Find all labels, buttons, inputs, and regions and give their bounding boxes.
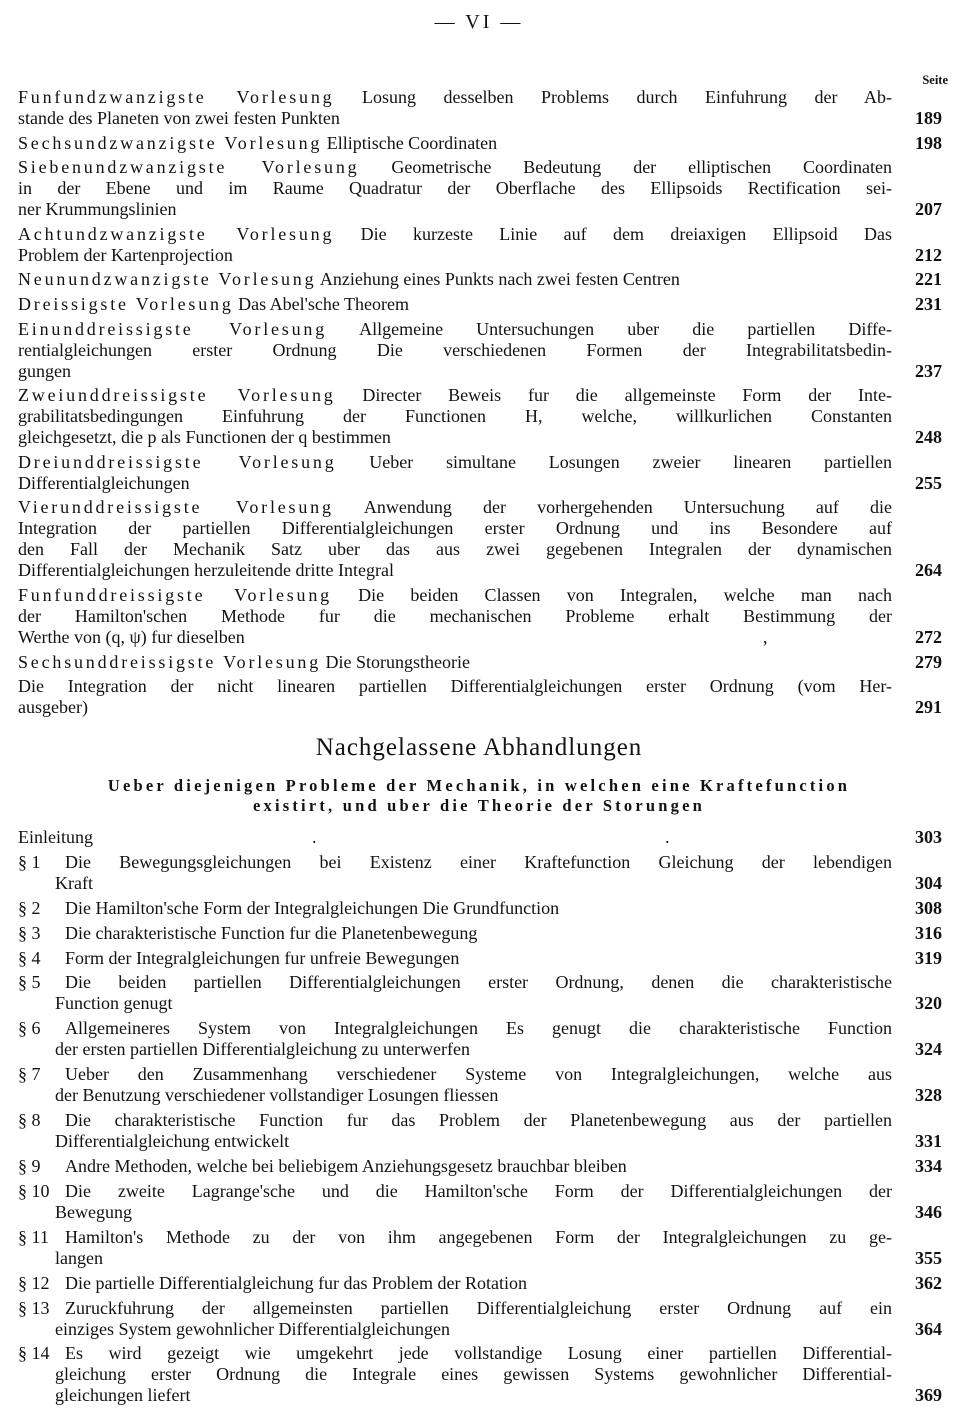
- paragraph-number: § 2: [18, 897, 41, 918]
- entry-text-block: [18, 319, 892, 382]
- entry-text: Losung desselben Problems durch Einfuhrung der Ab-: [361, 87, 892, 107]
- entry-text-block: [18, 948, 892, 969]
- lecture-title: Einunddreissigste Vorlesung: [18, 318, 328, 339]
- entry-text-block: [18, 452, 892, 494]
- paragraphs-section: [18, 827, 942, 1410]
- page-number: 207: [915, 199, 942, 220]
- paragraph-number: § 8: [18, 1110, 41, 1131]
- paragraph-number: § 1: [18, 851, 41, 872]
- page-header: — VI —: [434, 11, 524, 33]
- toc-entry: [18, 898, 942, 919]
- page-column-label: Seite: [922, 73, 948, 87]
- entry-line: der Hamilton'schen Methode fur die mechanischen Probleme erhalt Bestimmung der: [18, 605, 892, 626]
- page-number: 362: [915, 1272, 942, 1293]
- entry-line: Differentialgleichung entwickelt: [55, 1131, 290, 1152]
- entry-line: gleichgesetzt, die p als Functionen der q bestimmen: [18, 427, 391, 448]
- page-number: 324: [915, 1039, 942, 1060]
- toc-entry: [18, 133, 942, 154]
- toc-entry: [18, 827, 942, 848]
- entry-line: stande des Planeten von zwei festen Punkten: [18, 108, 340, 128]
- toc-entry: [18, 1018, 942, 1060]
- page-number: 291: [915, 697, 942, 718]
- toc-entry: [18, 585, 942, 648]
- entry-text: Die zweite Lagrange'sche und die Hamilton'sche Form der Differentialgleichungen der: [65, 1180, 892, 1201]
- page-number: 319: [915, 947, 942, 968]
- lecture-title: Sechsundzwanzigste Vorlesung: [18, 132, 323, 153]
- entry-line: [18, 972, 892, 993]
- section-subtitle: [0, 776, 958, 816]
- entry-text-block: [18, 652, 892, 673]
- toc-entry: [18, 1298, 942, 1340]
- entry-line: Differentialgleichungen herzuleitende dritte Integral: [18, 560, 394, 581]
- page-number: 231: [915, 293, 942, 314]
- page-number: 346: [915, 1201, 942, 1222]
- intro-label: Einleitung: [18, 827, 93, 847]
- lecture-title: Dreiunddreissigste Vorlesung: [18, 451, 337, 472]
- page-number: 355: [915, 1247, 942, 1268]
- toc-entry: [18, 1064, 942, 1106]
- entry-line: Function genugt: [55, 993, 173, 1014]
- toc-entry: [18, 497, 942, 581]
- lecture-title: Sechsunddreissigste Vorlesung: [18, 651, 322, 672]
- lecture-title: Funfunddreissigste Vorlesung: [18, 584, 332, 605]
- page-number: 334: [915, 1156, 942, 1177]
- entry-line: Differentialgleichungen: [18, 472, 190, 493]
- entry-text-block: [18, 157, 892, 220]
- toc-entry: [18, 87, 942, 129]
- lecture-title: Neunundzwanzigste Vorlesung: [18, 269, 317, 290]
- page-number: 189: [915, 108, 942, 128]
- page-number: 369: [915, 1385, 942, 1406]
- page-number: 364: [915, 1318, 942, 1339]
- entry-text: Andre Methoden, welche bei beliebigem Anziehungsgesetz brauchbar bleiben: [65, 1156, 627, 1177]
- entry-line: [18, 87, 892, 108]
- entry-text-block: [18, 827, 892, 848]
- entry-text: Die Storungstheorie: [325, 651, 471, 672]
- paragraph-number: § 14: [18, 1343, 50, 1364]
- paragraph-number: § 11: [18, 1226, 49, 1247]
- entry-text-block: [18, 676, 892, 718]
- entry-text: Die beiden partiellen Differentialgleichungen erster Ordnung, denen die charakteristische: [65, 972, 892, 993]
- entry-text: Allgemeine Untersuchungen uber die partiellen Diffe-: [359, 318, 892, 339]
- entry-line: gleichungen liefert: [55, 1385, 191, 1406]
- page-number: 264: [915, 560, 942, 581]
- entry-line: [18, 1156, 892, 1177]
- entry-line: langen: [55, 1247, 103, 1268]
- paragraph-number: § 9: [18, 1156, 41, 1177]
- entry-text-block: [18, 385, 892, 448]
- page-number: 221: [915, 269, 942, 290]
- entry-text: Geometrische Bedeutung der elliptischen Coordinaten: [391, 157, 892, 178]
- subtitle-line: existirt, und uber die Theorie der Storungen: [252, 796, 706, 815]
- entry-text-block: [18, 898, 892, 919]
- entry-line: Integration der partiellen Differentialgleichungen erster Ordnung und ins Besondere auf: [18, 518, 892, 539]
- entry-line: [18, 1018, 892, 1039]
- entry-line: [18, 133, 892, 154]
- entry-line: Problem der Kartenprojection: [18, 244, 233, 265]
- toc-entry: [18, 269, 942, 290]
- toc-entry: [18, 1343, 942, 1406]
- entry-line: [18, 1343, 892, 1364]
- toc-entry: [18, 1156, 942, 1177]
- entry-line: ner Krummungslinien: [18, 199, 177, 220]
- entry-text-block: [18, 1110, 892, 1152]
- entry-text-block: [18, 1343, 892, 1406]
- entry-text: Es wird gezeigt wie umgekehrt jede vollstandige Losung einer partiellen Differential-: [65, 1343, 892, 1364]
- page-number: 328: [915, 1085, 942, 1106]
- entry-text-block: [18, 87, 892, 129]
- toc-entry: [18, 1181, 942, 1223]
- toc-entry: [18, 294, 942, 315]
- entry-text: Anwendung der vorhergehenden Untersuchung auf die: [363, 497, 892, 518]
- entry-line: Kraft: [55, 872, 93, 893]
- toc-entry: [18, 852, 942, 894]
- toc-entry: [18, 1273, 942, 1294]
- page-number: 331: [915, 1131, 942, 1152]
- entry-text-block: [18, 585, 892, 648]
- lecture-title: Siebenundzwanzigste Vorlesung: [18, 157, 360, 178]
- entry-line: [18, 852, 892, 873]
- toc-entry: [18, 319, 942, 382]
- entry-text-block: [18, 294, 892, 315]
- entry-line: Bewegung: [55, 1201, 132, 1222]
- page-number: 316: [915, 922, 942, 943]
- page-number: 308: [915, 897, 942, 918]
- entry-line: den Fall der Mechanik Satz uber das aus zwei gegebenen Integralen der dynamischen: [18, 539, 892, 560]
- paragraph-number: § 6: [18, 1018, 41, 1039]
- page-number: 304: [915, 872, 942, 893]
- entry-text: Die partielle Differentialgleichung fur das Problem der Rotation: [65, 1272, 528, 1293]
- entry-line: [18, 898, 892, 919]
- entry-text: Die beiden Classen von Integralen, welche man nach: [358, 584, 892, 605]
- subtitle-line: Ueber diejenigen Probleme der Mechanik, in welchen eine Kraftefunction: [107, 776, 851, 795]
- entry-line: [18, 319, 892, 340]
- page-number: 248: [915, 427, 942, 448]
- entry-text-block: [18, 133, 892, 154]
- entry-text: Directer Beweis fur die allgemeinste Form der Inte-: [362, 385, 892, 406]
- paragraph-number: § 13: [18, 1297, 50, 1318]
- toc-entry: [18, 923, 942, 944]
- entry-text: Die Hamilton'sche Form der Integralgleichungen Die Grundfunction: [65, 897, 560, 918]
- entry-line: [18, 585, 892, 606]
- entry-text-block: [18, 497, 892, 581]
- page-number: 198: [915, 132, 942, 153]
- paragraph-number: § 10: [18, 1180, 50, 1201]
- entry-text: Ueber den Zusammenhang verschiedener Systeme von Integralgleichungen, welche aus: [65, 1064, 892, 1085]
- entry-text-block: [18, 1181, 892, 1223]
- leader-dot: .: [665, 827, 670, 847]
- entry-text-block: [18, 1298, 892, 1340]
- entry-line: gungen: [18, 360, 71, 381]
- entry-text-block: [18, 852, 892, 894]
- page-number: 212: [915, 244, 942, 265]
- lecture-title: Zweiunddreissigste Vorlesung: [18, 385, 336, 406]
- entry-line: [18, 1227, 892, 1248]
- entry-text: Das Abel'sche Theorem: [238, 293, 409, 314]
- entry-line: [18, 385, 892, 406]
- entry-line: [18, 497, 892, 518]
- entry-text: Ueber simultane Losungen zweier linearen partiellen: [369, 451, 892, 472]
- entry-text-block: [18, 1064, 892, 1106]
- entry-line: [18, 948, 892, 969]
- entry-line: [18, 269, 892, 290]
- lecture-title: Achtundzwanzigste Vorlesung: [18, 223, 335, 244]
- entry-text-block: [18, 1273, 892, 1294]
- page-number: 255: [915, 472, 942, 493]
- entry-text: Die kurzeste Linie auf dem dreiaxigen Ellipsoid Das: [360, 223, 892, 244]
- entry-line: [18, 827, 892, 848]
- entry-line: [18, 1181, 892, 1202]
- page-number: 303: [915, 827, 942, 847]
- page-number: 279: [915, 651, 942, 672]
- entry-line: rentialgleichungen erster Ordnung Die verschiedenen Formen der Integrabilitatsbedin-: [18, 339, 892, 360]
- paragraph-number: § 7: [18, 1064, 41, 1085]
- entry-text: Zuruckfuhrung der allgemeinsten partiellen Differentialgleichung erster Ordnung auf ein: [65, 1297, 892, 1318]
- toc-entry: [18, 157, 942, 220]
- entry-text: Allgemeineres System von Integralgleichungen Es genugt die charakteristische Function: [65, 1018, 892, 1039]
- entry-line: [18, 452, 892, 473]
- entry-text: Die Bewegungsgleichungen bei Existenz einer Kraftefunction Gleichung der lebendigen: [65, 851, 892, 872]
- toc-entry: [18, 652, 942, 673]
- entry-line: [18, 1298, 892, 1319]
- toc-entry: [18, 1227, 942, 1269]
- toc-entry: [18, 972, 942, 1014]
- entry-text: Werthe von (q, ψ) fur dieselben: [18, 626, 245, 647]
- section-heading: Nachgelassene Abhandlungen: [315, 734, 643, 761]
- entry-text-block: [18, 1227, 892, 1269]
- lectures-section: [18, 87, 942, 722]
- toc-entry: [18, 224, 942, 266]
- entry-line: [18, 1110, 892, 1131]
- entry-line: [18, 1273, 892, 1294]
- entry-line: gleichung erster Ordnung die Integrale eines gewissen Systems gewohnlicher Differential-: [55, 1364, 892, 1385]
- leader-dot: .: [312, 827, 317, 847]
- entry-line: Die Integration der nicht linearen partiellen Differentialgleichungen erster Ordnung (vom Her-: [18, 676, 892, 697]
- paragraph-number: § 3: [18, 922, 41, 943]
- entry-line: ausgeber): [18, 697, 88, 718]
- page-number: 320: [915, 993, 942, 1014]
- entry-text-block: [18, 923, 892, 944]
- entry-text: Die charakteristische Function fur die Planetenbewegung: [65, 922, 478, 943]
- entry-text: Form der Integralgleichungen fur unfreie Bewegungen: [65, 947, 460, 968]
- entry-text: Anziehung eines Punkts nach zwei festen Centren: [319, 269, 680, 290]
- entry-text-block: [18, 1156, 892, 1177]
- page-number: 237: [915, 360, 942, 381]
- trailing-mark: ,: [763, 626, 768, 647]
- entry-text-block: [18, 269, 892, 290]
- entry-text: Die charakteristische Function fur das Problem der Planetenbewegung aus der partiellen: [65, 1110, 892, 1131]
- entry-line: [18, 627, 892, 648]
- toc-entry: [18, 1110, 942, 1152]
- entry-text-block: [18, 224, 892, 266]
- entry-line: [18, 923, 892, 944]
- entry-line: [18, 224, 892, 245]
- paragraph-number: § 12: [18, 1272, 50, 1293]
- entry-line: in der Ebene und im Raume Quadratur der Oberflache des Ellipsoids Rectification sei-: [18, 178, 892, 199]
- lecture-title: Funfundzwanzigste Vorlesung: [18, 87, 335, 107]
- paragraph-number: § 5: [18, 972, 41, 993]
- lecture-title: Dreissigste Vorlesung: [18, 293, 234, 314]
- lecture-title: Vierunddreissigste Vorlesung: [18, 497, 334, 518]
- entry-line: grabilitatsbedingungen Einfuhrung der Functionen H, welche, willkurlichen Constanten: [18, 406, 892, 427]
- entry-line: [18, 1064, 892, 1085]
- page-number: 272: [915, 626, 942, 647]
- paragraph-number: § 4: [18, 947, 41, 968]
- entry-line: der Benutzung verschiedener vollstandiger Losungen fliessen: [55, 1085, 499, 1106]
- entry-text: Hamilton's Methode zu der von ihm angegebenen Form der Integralgleichungen zu ge-: [65, 1226, 892, 1247]
- entry-line: [18, 652, 892, 673]
- entry-line: [18, 157, 892, 178]
- toc-entry: [18, 948, 942, 969]
- entry-text-block: [18, 972, 892, 1014]
- entry-text: Elliptische Coordinaten: [326, 132, 498, 153]
- toc-entry: [18, 452, 942, 494]
- entry-line: der ersten partiellen Differentialgleichung zu unterwerfen: [55, 1039, 470, 1060]
- entry-text-block: [18, 1018, 892, 1060]
- toc-entry: [18, 676, 942, 718]
- toc-entry: [18, 385, 942, 448]
- entry-line: [18, 294, 892, 315]
- entry-line: einziges System gewohnlicher Differentialgleichungen: [55, 1318, 451, 1339]
